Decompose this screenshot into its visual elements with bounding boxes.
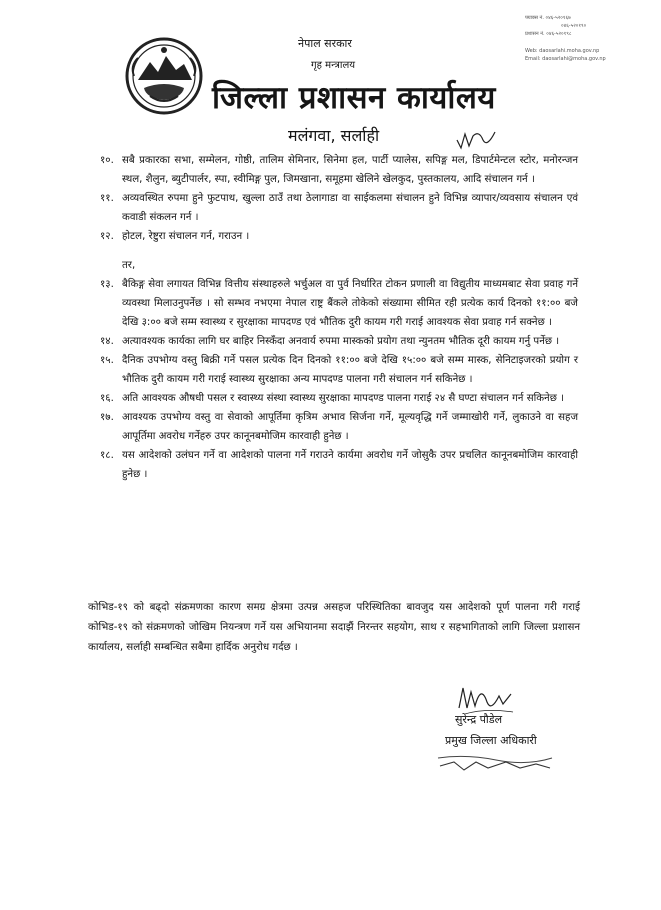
contact-block xyxy=(525,14,621,63)
office-location: मलंगवा, सर्लाही xyxy=(288,126,380,145)
item-text: दैनिक उपभोग्य वस्तु बिक्री गर्ने पसल प्रत्येक दिन दिनको ११:०० बजे देखि १५:०० बजे सम्म मास्क, सेनिटाइजरको प्रयोग र भौतिक दुरी कायम गरी गराई स्वास्थ्य सुरक्षाका अन्य मापदण्ड पालना गरी संचालन गर्न सकिनेछ । xyxy=(122,355,578,385)
item-text: होटल, रेष्टुरा संचालन गर्न, गराउन । xyxy=(122,231,250,242)
contact-phone-3: प्रशासन नं. ०४६-५२०१९८ xyxy=(525,31,572,37)
item-number: ११. xyxy=(100,193,114,204)
item-text: बैकिङ्ग सेवा लगायत विभिन्न वित्तीय संस्थाहरुले भर्चुअल वा पुर्व निर्धारित टोकन प्रणाली वा विद्युतीय माध्यमबाट सेवा प्रवाह गर्ने व्यवस्था मिलाउनुपर्नेछ । सो सम्भव नभएमा नेपाल राष्ट्र बैंकले तोकेको संख्यामा सीमित रही प्रत्येक कार्य दिनको ११:०० बजे देखि ३:०० बजे सम्म स्वास्थ्य र सुरक्षाका मापदण्ड एवं भौतिक दुरी कायम गरी गराई आवश्यक सेवा प्रवाह गर्न सक्नेछ । xyxy=(122,279,578,328)
item-number: १७. xyxy=(100,412,114,423)
list-item xyxy=(100,408,578,446)
item-text: अत्यावश्यक कार्यका लागि घर बाहिर निस्कँदा अनवार्य रुपमा मास्कको प्रयोग तथा न्युनतम भौतिक दूरी कायम गर्नु पर्नेछ । xyxy=(122,336,560,347)
restricted-items-list xyxy=(100,151,578,246)
item-text: यस आदेशको उलंघन गर्ने वा आदेशको पालना गर्ने गराउने कार्यमा अवरोध गर्ने जोसुकै उपर प्रचलित कानूनबमोजिम कारवाही हुनेछ । xyxy=(122,450,578,480)
list-item xyxy=(100,389,578,408)
list-item xyxy=(100,446,578,484)
list-item xyxy=(100,151,578,189)
signatory-title: प्रमुख जिल्ला अधिकारी xyxy=(445,734,537,747)
contact-phone-1: फ्याक्स नं. ०४६-५२०१६७ xyxy=(525,15,571,21)
exception-label: तर, xyxy=(122,260,136,271)
ministry-name: गृह मन्त्रालय xyxy=(311,60,356,71)
government-name: नेपाल सरकार xyxy=(298,37,352,50)
item-number: १३. xyxy=(100,279,114,290)
list-item xyxy=(100,227,578,246)
item-text: अव्यवस्थित रुपमा हुने फुटपाथ, खुल्ला ठाउँ तथा ठेलागाडा वा साईकलमा संचालन हुने विभिन्न व्यापार/व्यवसाय संचालन एवं कवाडी संकलन गर्न । xyxy=(122,193,578,223)
list-item xyxy=(100,275,578,332)
initials-scribble xyxy=(455,126,501,152)
contact-web: Web: daosarlahi.moha.gov.np xyxy=(525,48,600,54)
exception-items-list xyxy=(100,275,578,484)
list-item xyxy=(100,351,578,389)
list-item xyxy=(100,332,578,351)
contact-phone-2: ०४६-५२०१९० xyxy=(561,23,587,29)
item-number: १२. xyxy=(100,231,114,242)
item-text: अति आवश्यक औषधी पसल र स्वास्थ्य संस्था स्वास्थ्य सुरक्षाका मापदण्ड पालना गराई २४ सै घण्टा संचालन गर्न सकिनेछ । xyxy=(122,393,564,404)
office-name: जिल्ला प्रशासन कार्यालय xyxy=(212,80,496,116)
closing-paragraph: कोभिड-१९ को बढ्दो संक्रमणका कारण समग्र क्षेत्रमा उत्पन्न असहज परिस्थितिका बावजुद यस आदेशको पूर्ण पालना गरी गराई कोभिड-१९ को संक्रमणको जोखिम नियन्त्रण गर्ने यस अभियानमा सदाझैं निरन्तर सहयोग, साथ र सहभागिताको लागि जिल्ला प्रशासन कार्यालय, सर्लाही सम्बन्धित सबैमा हार्दिक अनुरोध गर्दछ । xyxy=(88,602,580,653)
signature-stamp-icon xyxy=(436,752,554,774)
list-item xyxy=(100,189,578,227)
contact-email: Email: daosarlahi@moha.gov.np xyxy=(525,56,606,62)
item-text: आवश्यक उपभोग्य वस्तु वा सेवाको आपूर्तिमा कृत्रिम अभाव सिर्जना गर्ने, मूल्यवृद्धि गर्ने जम्माखोरी गर्ने, लुकाउने वा सहज आपूर्तिमा अवरोध गर्नेहरु उपर कानूनबमोजिम कारवाही हुनेछ । xyxy=(122,412,578,442)
item-number: १४. xyxy=(100,336,114,347)
item-number: १०. xyxy=(100,155,114,166)
order-content xyxy=(100,151,578,484)
item-text: सबै प्रकारका सभा, सम्मेलन, गोष्ठी, तालिम सेमिनार, सिनेमा हल, पार्टी प्यालेस, सपिङ्ग मल, डिपार्टमेन्टल स्टोर, मनोरन्जन स्थल, शैलुन, ब्युटीपार्लर, स्पा, स्वीमिङ्ग पुल, जिमखाना, समूहमा खेलिने खेलकुद, पुस्तकालय, आदि संचालन गर्न । xyxy=(122,155,578,185)
item-number: १८. xyxy=(100,450,114,461)
item-number: १६. xyxy=(100,393,114,404)
nepal-emblem-icon xyxy=(124,36,204,116)
signatory-name: सुरेन्द्र पौडेल xyxy=(455,713,503,726)
item-number: १५. xyxy=(100,355,114,366)
